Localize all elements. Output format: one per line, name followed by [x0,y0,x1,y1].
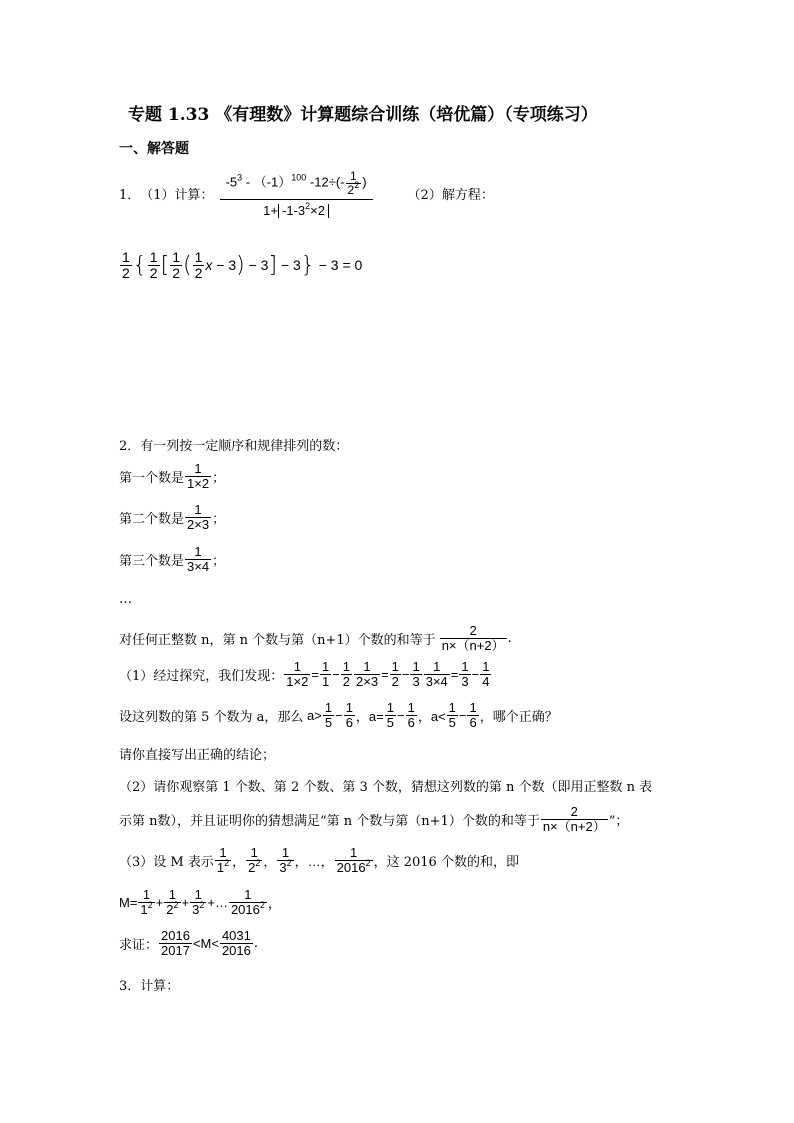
q2-proof: 求证： $\frac{2016}{2017}$ <M< $\frac{4031}{2016}$ . [119,928,259,958]
q2-first-den: 1×2 [187,475,210,491]
q2-rule-den: n×（n+2） [441,637,505,653]
q2-part1b [119,701,558,729]
q2-second-label: 第二个数是 [119,511,185,527]
q2-part2-line1: （2）请你观察第 1 个数、第 2 个数、第 3 个数，猜想这列数的第 n 个数（即用正整数 n 表 [119,780,653,795]
q2-part3-end: ，这 2016 个数的和，即 [373,854,519,870]
q2-part1b-question: ，哪个正确？ [479,709,558,725]
q3-label: 3．计算： [119,979,180,994]
q2-part2-end: ”； [608,813,629,829]
q2-part1 [119,660,492,688]
q2-part1-text: （1）经过探究，我们发现： [119,668,284,684]
q2-first-label: 第一个数是 [119,470,185,486]
q2-second-number: 第二个数是 $\frac{1}{2\times 3}$ ； [119,502,226,532]
section-heading: 一、解答题 [119,141,189,157]
q2-second-den: 2×3 [187,516,210,532]
q2-part1c: 请你直接写出正确的结论； [119,748,276,763]
q1-equation: $\frac{1}{2}$ { $\frac{1}{2}$ [ $\frac{1}{2}$ ( $\frac{1}{2}$ x − 3 ) − 3 ] − 3 } − 3 = 0 [122,249,363,281]
q2-ellipsis: … [119,592,132,607]
q2-rule: 对任何正整数 n，第 n 个数与第（n+1）个数的和等于 $\frac{2}{n\times(n+2)}$ . [119,623,512,653]
q2-part3-series: $\frac{1}{1^2}$ ， $\frac{1}{2^2}$ ， $\frac{1}{3^2}$ ，…， $\frac{1}{2016^2}$ [216,845,371,875]
q1-expression: $-5^3 - (-1)^{100}$ -12÷(- $\frac{1}{2^2}$ ) $1+ -1-3^2\times 2$ [220,170,373,218]
q2-third-den: 3×4 [187,558,210,574]
q1-part1-label: （1）计算： [140,188,214,204]
page-title: 专题 1.33 《有理数》计算题综合训练（培优篇）（专项练习） [128,105,598,125]
q2-part2-text: 示第 n数），并且证明你的猜想满足“第 n 个数与第（n+1）个数的和等于 [119,813,540,829]
q2-part2-line2: 示第 n数），并且证明你的猜想满足“第 n 个数与第（n+1）个数的和等于 $\frac{2}{n\times(n+2)}$ ”； [119,804,629,834]
q2-proof-label: 求证： [119,937,159,953]
q2-rule-text: 对任何正整数 n，第 n 个数与第（n+1）个数的和等于 [119,632,436,648]
q1-number: 1． [119,188,141,204]
q1-line [119,170,494,218]
q2-part1-formula: $\frac{1}{1\times 2}$ = $\frac{1}{1}$ − $\frac{1}{2}$ $\frac{1}{2\times 3}$ = $\frac{1}{2}$ − $\frac{1}{3}$ $\frac{1}{3\times 4}$ = $\frac{1}{3}$ − $\frac{1}{4}$ [286,659,490,689]
q2-first-number: 第一个数是 $\frac{1}{1\times 2}$ ； [119,461,226,491]
q2-third-number: 第三个数是 $\frac{1}{3\times 4}$ ； [119,544,226,574]
q1-part2-label: （2）解方程： [407,188,494,204]
q2-part3 [119,846,519,874]
q2-third-label: 第三个数是 [119,553,185,569]
q2-intro: 2．有一列按一定顺序和规律排列的数： [119,439,349,454]
q2-part1b-options: a> $\frac{1}{5}$ − $\frac{1}{6}$ ，a= $\frac{1}{5}$ − $\frac{1}{6}$ ，a< $\frac{1}{5}$ − $\frac{1}{6}$ [303,700,477,730]
q2-sum-formula: M= $\frac{1}{1^2}$ + $\frac{1}{2^2}$ + $\frac{1}{3^2}$ +… $\frac{1}{2016^2}$ ， [119,887,281,917]
q2-part1b-text: 设这列数的第 5 个数为 a，那么 [119,709,304,725]
q2-part3-text: （3）设 M 表示 [119,854,214,870]
